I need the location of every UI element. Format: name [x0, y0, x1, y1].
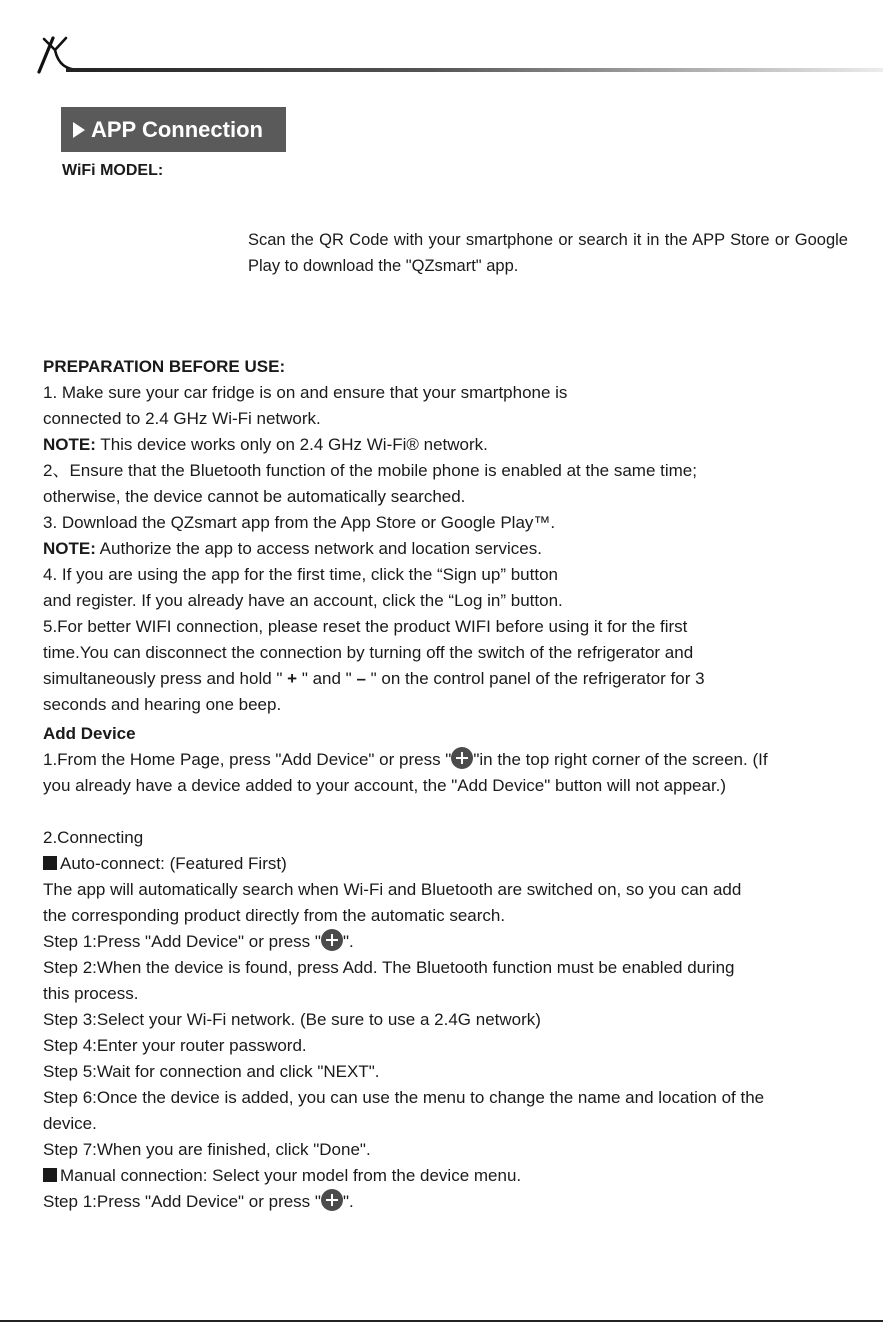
manual-connect-label: Manual connection: Select your model from the device menu. — [60, 1166, 522, 1185]
step-text: Step 1:Press "Add Device" or press " — [43, 1192, 321, 1211]
step-line: Step 5:Wait for connection and click "NEXT". — [43, 1062, 380, 1081]
add-device-text: "in the top right corner of the screen. (If — [473, 750, 768, 769]
qr-instruction: Scan the QR Code with your smartphone or search it in the APP Store or Google Play to download the "QZsmart" app. — [248, 231, 848, 275]
step-line: Step 3:Select your Wi-Fi network. (Be sure to use a 2.4G network) — [43, 1010, 541, 1029]
prep-line: otherwise, the device cannot be automatically searched. — [43, 487, 466, 506]
add-device-line: the corresponding product directly from the automatic search. — [43, 906, 506, 925]
prep-note — [43, 536, 863, 562]
note-text: This device works only on 2.4 GHz Wi-Fi® network. — [95, 435, 488, 454]
section-banner — [61, 107, 286, 152]
prep-line: 5.For better WIFI connection, please reset the product WIFI before using it for the first — [43, 617, 688, 636]
step-line: Step 7:When you are finished, click "Done". — [43, 1140, 371, 1159]
minus-symbol: – — [351, 669, 371, 688]
prep-line: 2、Ensure that the Bluetooth function of the mobile phone is enabled at the same time; — [43, 461, 697, 480]
step-line: Step 2:When the device is found, press Add. The Bluetooth function must be enabled during — [43, 958, 735, 977]
add-plus-icon — [321, 929, 343, 951]
add-device-title: Add Device — [43, 724, 136, 743]
prep-line: 3. Download the QZsmart app from the App Store or Google Play™. — [43, 513, 556, 532]
square-bullet-icon — [43, 856, 57, 870]
plus-symbol: + — [282, 669, 302, 688]
step-line: Step 6:Once the device is added, you can use the menu to change the name and location of the — [43, 1088, 765, 1107]
prep-line: 1. Make sure your car fridge is on and ensure that your smartphone is — [43, 383, 568, 402]
step-line — [43, 1189, 863, 1215]
step-text: Step 1:Press "Add Device" or press " — [43, 932, 321, 951]
prep-line: seconds and hearing one beep. — [43, 695, 282, 714]
auto-connect-label: Auto-connect: (Featured First) — [60, 854, 287, 873]
prep-line: time.You can disconnect the connection by turning off the switch of the refrigerator and — [43, 643, 694, 662]
add-plus-icon — [451, 747, 473, 769]
step-line: device. — [43, 1114, 97, 1133]
note-label: NOTE: — [43, 539, 96, 558]
prep-line: and register. If you already have an account, click the “Log in” button. — [43, 591, 563, 610]
add-device-line: The app will automatically search when Wi-Fi and Bluetooth are switched on, so you can add — [43, 880, 742, 899]
add-device-section — [43, 721, 863, 1215]
add-plus-icon — [321, 1189, 343, 1211]
square-bullet-icon — [43, 1168, 57, 1182]
prep-note — [43, 432, 863, 458]
prep-line — [43, 666, 863, 692]
auto-connect-heading — [43, 851, 863, 877]
step-line — [43, 929, 863, 955]
prep-text: " on the control panel of the refrigerator for 3 — [370, 669, 705, 688]
add-device-line: you already have a device added to your account, the "Add Device" button will not appear.) — [43, 776, 727, 795]
step-line: Step 4:Enter your router password. — [43, 1036, 307, 1055]
wifi-model-label: WiFi MODEL: — [62, 162, 164, 179]
step-text: ". — [342, 1192, 354, 1211]
prep-line: 4. If you are using the app for the first time, click the “Sign up” button — [43, 565, 558, 584]
prep-text: simultaneously press and hold " — [43, 669, 283, 688]
preparation-section — [43, 354, 863, 718]
add-device-text: 1.From the Home Page, press "Add Device" or press " — [43, 750, 452, 769]
banner-label: APP Connection — [91, 116, 263, 142]
prep-text: " and " — [301, 669, 352, 688]
blank-line — [43, 799, 863, 825]
header-rule — [66, 68, 883, 72]
note-label: NOTE: — [43, 435, 96, 454]
note-text: Authorize the app to access network and location services. — [95, 539, 542, 558]
step-line: this process. — [43, 984, 139, 1003]
manual-connect-heading — [43, 1163, 863, 1189]
play-triangle-icon — [73, 122, 85, 138]
footer-rule — [0, 1320, 883, 1322]
prep-line: connected to 2.4 GHz Wi-Fi network. — [43, 409, 321, 428]
step-text: ". — [342, 932, 354, 951]
add-device-line — [43, 747, 863, 773]
preparation-title: PREPARATION BEFORE USE: — [43, 357, 286, 376]
connecting-heading: 2.Connecting — [43, 828, 144, 847]
